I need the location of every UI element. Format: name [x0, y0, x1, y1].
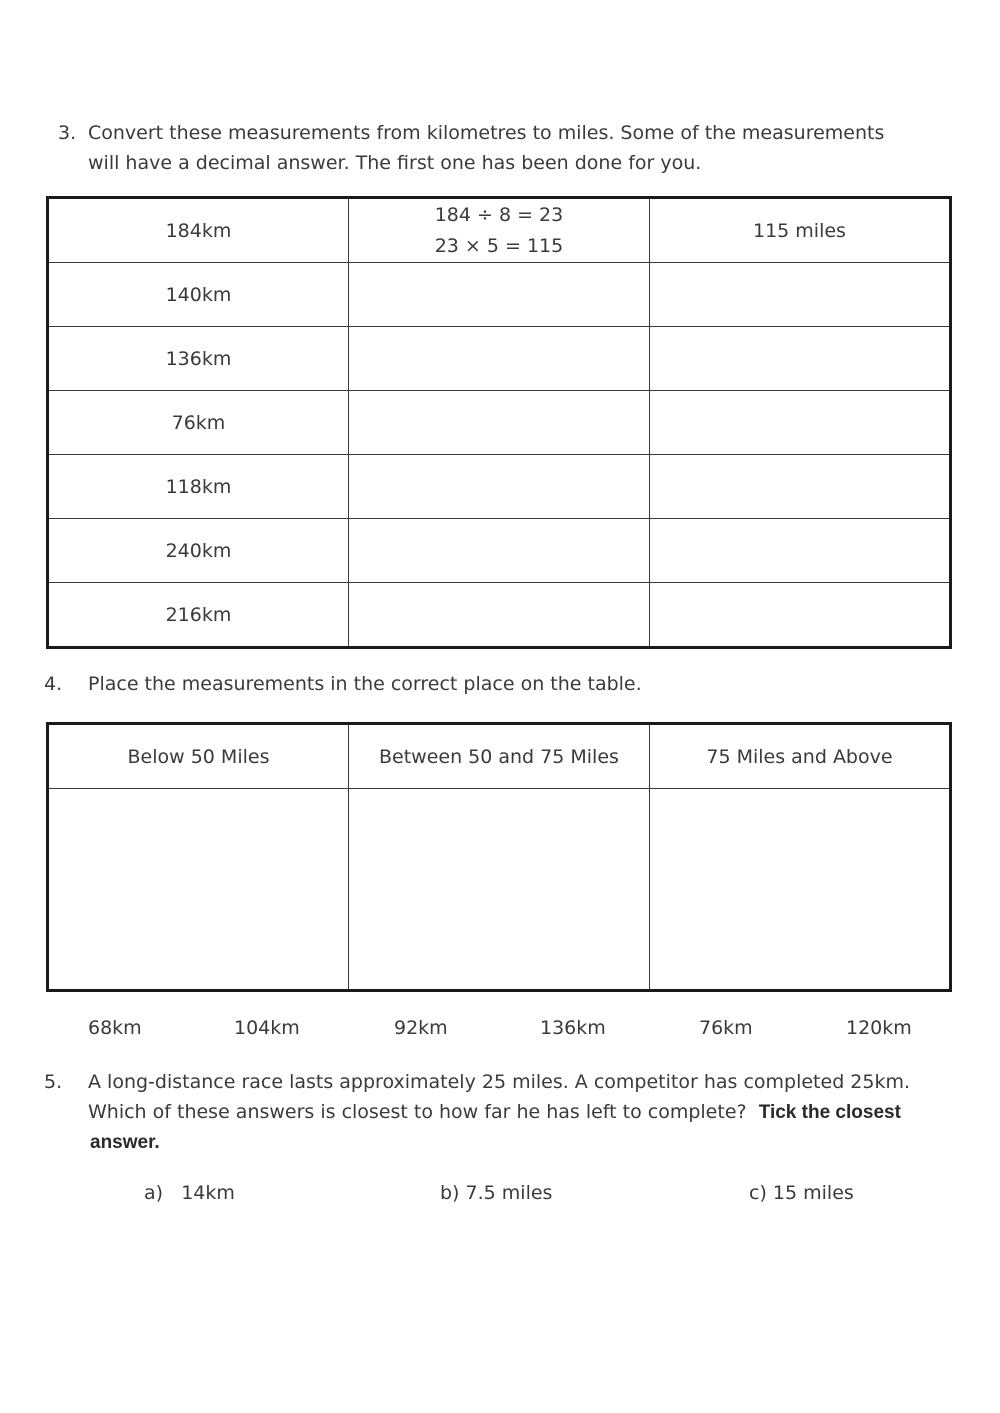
- table-row: [48, 583, 951, 648]
- miles-cell: 115 miles: [649, 198, 950, 263]
- measurement-item[interactable]: 76km: [699, 1017, 753, 1039]
- option-c-letter: c): [749, 1182, 767, 1204]
- km-cell: 240km: [48, 519, 349, 583]
- working-answer-cell[interactable]: [348, 391, 649, 455]
- table-row: [48, 455, 951, 519]
- working-line-2: 23 × 5 = 115: [434, 234, 564, 257]
- km-cell: 76km: [48, 391, 349, 455]
- table-row: [48, 327, 951, 391]
- option-b-value: 7.5 miles: [465, 1182, 553, 1204]
- miles-answer-cell[interactable]: [649, 455, 950, 519]
- header-between-50-75: Between 50 and 75 Miles: [348, 724, 649, 789]
- question-5-line-2: [88, 1097, 918, 1128]
- km-cell: 118km: [48, 455, 349, 519]
- option-a-letter: a): [144, 1182, 164, 1204]
- option-b-letter: b): [440, 1182, 460, 1204]
- instruction-bold-2: answer.: [90, 1132, 160, 1153]
- table-row: [48, 198, 951, 263]
- km-cell: 136km: [48, 327, 349, 391]
- sorting-table: [46, 722, 952, 992]
- working-answer-cell[interactable]: [348, 455, 649, 519]
- question-5-number: 5.: [44, 1071, 63, 1093]
- question-3-line-1: Convert these measurements from kilometres to miles. Some of the measurements: [88, 122, 885, 144]
- option-b[interactable]: [440, 1179, 552, 1207]
- table-row: [48, 789, 951, 991]
- measurement-item[interactable]: 120km: [846, 1017, 912, 1039]
- miles-answer-cell[interactable]: [649, 519, 950, 583]
- question-3-line-2: will have a decimal answer. The first one has been done for you.: [88, 152, 702, 174]
- table-row: [48, 519, 951, 583]
- header-below-50: Below 50 Miles: [48, 724, 349, 789]
- measurement-item[interactable]: 68km: [88, 1017, 142, 1039]
- working-answer-cell[interactable]: [348, 327, 649, 391]
- miles-answer-cell[interactable]: [649, 263, 950, 327]
- measurement-item[interactable]: 104km: [234, 1017, 300, 1039]
- table-row: [48, 391, 951, 455]
- question-5-line-1: A long-distance race lasts approximately 25 miles. A competitor has completed 25km.: [88, 1071, 911, 1093]
- option-c[interactable]: [749, 1179, 854, 1207]
- question-3-text: [88, 118, 918, 178]
- drop-zone-below-50[interactable]: [48, 789, 349, 991]
- miles-answer-cell[interactable]: [649, 327, 950, 391]
- option-a[interactable]: [144, 1179, 235, 1207]
- measurement-item[interactable]: 136km: [540, 1017, 606, 1039]
- working-answer-cell[interactable]: [348, 263, 649, 327]
- option-a-value: 14km: [181, 1182, 235, 1204]
- km-cell: 216km: [48, 583, 349, 648]
- drop-zone-between-50-75[interactable]: [348, 789, 649, 991]
- miles-answer-cell[interactable]: [649, 391, 950, 455]
- conversion-table: [46, 196, 952, 649]
- km-cell: 184km: [48, 198, 349, 263]
- drop-zone-75-and-above[interactable]: [649, 789, 950, 991]
- question-5-line-2-text: Which of these answers is closest to how far he has left to complete?: [88, 1101, 747, 1123]
- question-4-text: Place the measurements in the correct place on the table.: [88, 673, 642, 695]
- question-3-number: 3.: [58, 122, 77, 144]
- working-answer-cell[interactable]: [348, 583, 649, 648]
- miles-answer-cell[interactable]: [649, 583, 950, 648]
- table-header-row: [48, 724, 951, 789]
- working-answer-cell[interactable]: [348, 519, 649, 583]
- question-5-text: [88, 1067, 918, 1158]
- working-line-1: 184 ÷ 8 = 23: [434, 203, 564, 226]
- question-4-number: 4.: [44, 673, 63, 695]
- measurement-item[interactable]: 92km: [394, 1017, 448, 1039]
- km-cell: 140km: [48, 263, 349, 327]
- working-cell: [348, 198, 649, 263]
- instruction-bold-1: Tick the closest: [758, 1102, 901, 1123]
- header-75-and-above: 75 Miles and Above: [649, 724, 950, 789]
- table-row: [48, 263, 951, 327]
- option-c-value: 15 miles: [772, 1182, 854, 1204]
